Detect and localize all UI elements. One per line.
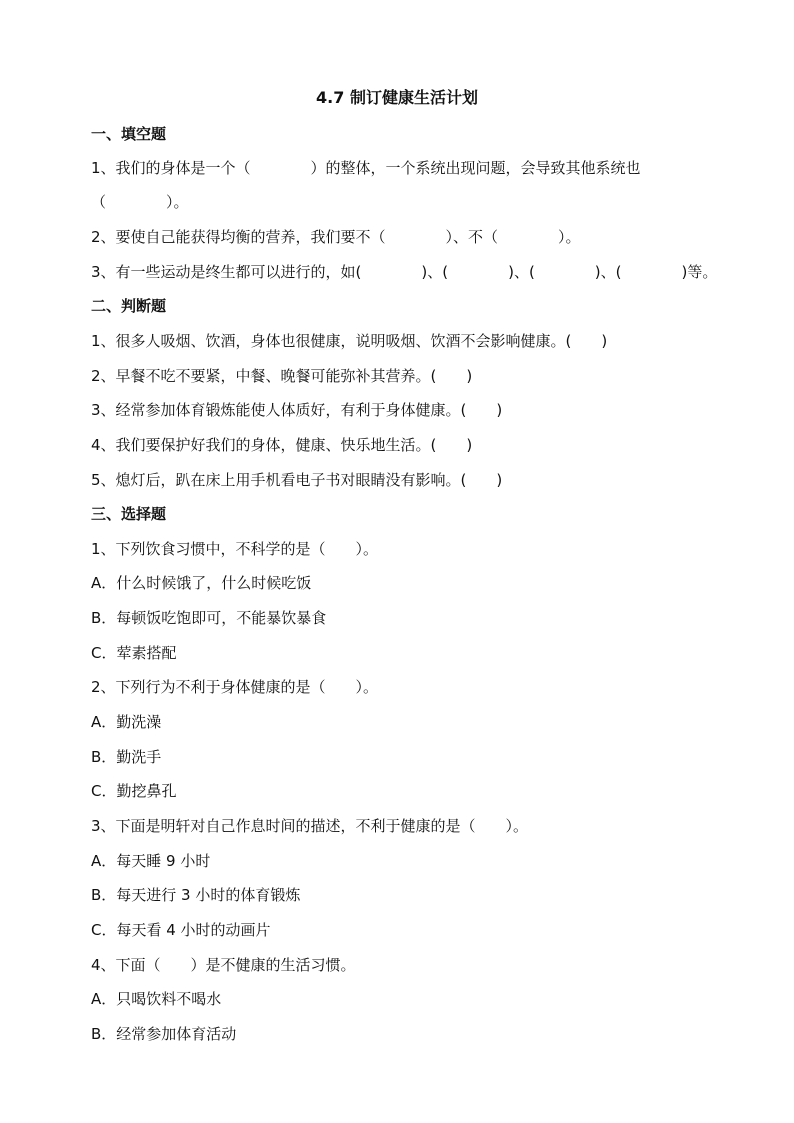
fill-question-1: 1、我们的身体是一个（ ）的整体，一个系统出现问题，会导致其他系统也	[91, 159, 641, 177]
fill-question-2: 2、要使自己能获得均衡的营养，我们要不（ ）、不（ ）。	[91, 228, 581, 246]
choice-question-3-option-b: B．每天进行 3 小时的体育锻炼	[91, 886, 301, 904]
choice-question-4-option-b: B．经常参加体育活动	[91, 1025, 237, 1043]
fill-question-3: 3、有一些运动是终生都可以进行的，如( )、( )、( )、( )等。	[91, 263, 718, 281]
choice-question-3: 3、下面是明轩对自己作息时间的描述，不利于健康的是（ ）。	[91, 817, 529, 835]
choice-question-1: 1、下列饮食习惯中，不科学的是（ ）。	[91, 540, 379, 558]
judge-question-4: 4、我们要保护好我们的身体，健康、快乐地生活。( )	[91, 436, 473, 454]
judge-question-2: 2、早餐不吃不要紧，中餐、晚餐可能弥补其营养。( )	[91, 367, 473, 385]
choice-question-3-option-c: C．每天看 4 小时的动画片	[91, 921, 271, 939]
choice-question-1-option-c: C．荤素搭配	[91, 644, 177, 662]
choice-question-2: 2、下列行为不利于身体健康的是（ ）。	[91, 678, 379, 696]
section-heading-judge: 二、判断题	[91, 297, 167, 315]
section-heading-choice: 三、选择题	[91, 505, 167, 523]
choice-question-4: 4、下面（ ）是不健康的生活习惯。	[91, 956, 356, 974]
choice-question-4-option-a: A．只喝饮料不喝水	[91, 990, 222, 1008]
judge-question-5: 5、熄灯后，趴在床上用手机看电子书对眼睛没有影响。( )	[91, 471, 503, 489]
choice-question-2-option-a: A．勤洗澡	[91, 713, 162, 731]
choice-question-2-option-b: B．勤洗手	[91, 748, 162, 766]
fill-question-1-cont: （ ）。	[91, 193, 189, 211]
choice-question-1-option-b: B．每顿饭吃饱即可，不能暴饮暴食	[91, 609, 327, 627]
section-heading-fill: 一、填空题	[91, 125, 167, 143]
judge-question-1: 1、很多人吸烟、饮酒，身体也很健康，说明吸烟、饮酒不会影响健康。( )	[91, 332, 608, 350]
choice-question-3-option-a: A．每天睡 9 小时	[91, 852, 211, 870]
choice-question-1-option-a: A．什么时候饿了，什么时候吃饭	[91, 574, 312, 592]
choice-question-2-option-c: C．勤挖鼻孔	[91, 782, 177, 800]
page-title: 4.7 制订健康生活计划	[316, 88, 478, 107]
judge-question-3: 3、经常参加体育锻炼能使人体质好，有利于身体健康。( )	[91, 401, 503, 419]
